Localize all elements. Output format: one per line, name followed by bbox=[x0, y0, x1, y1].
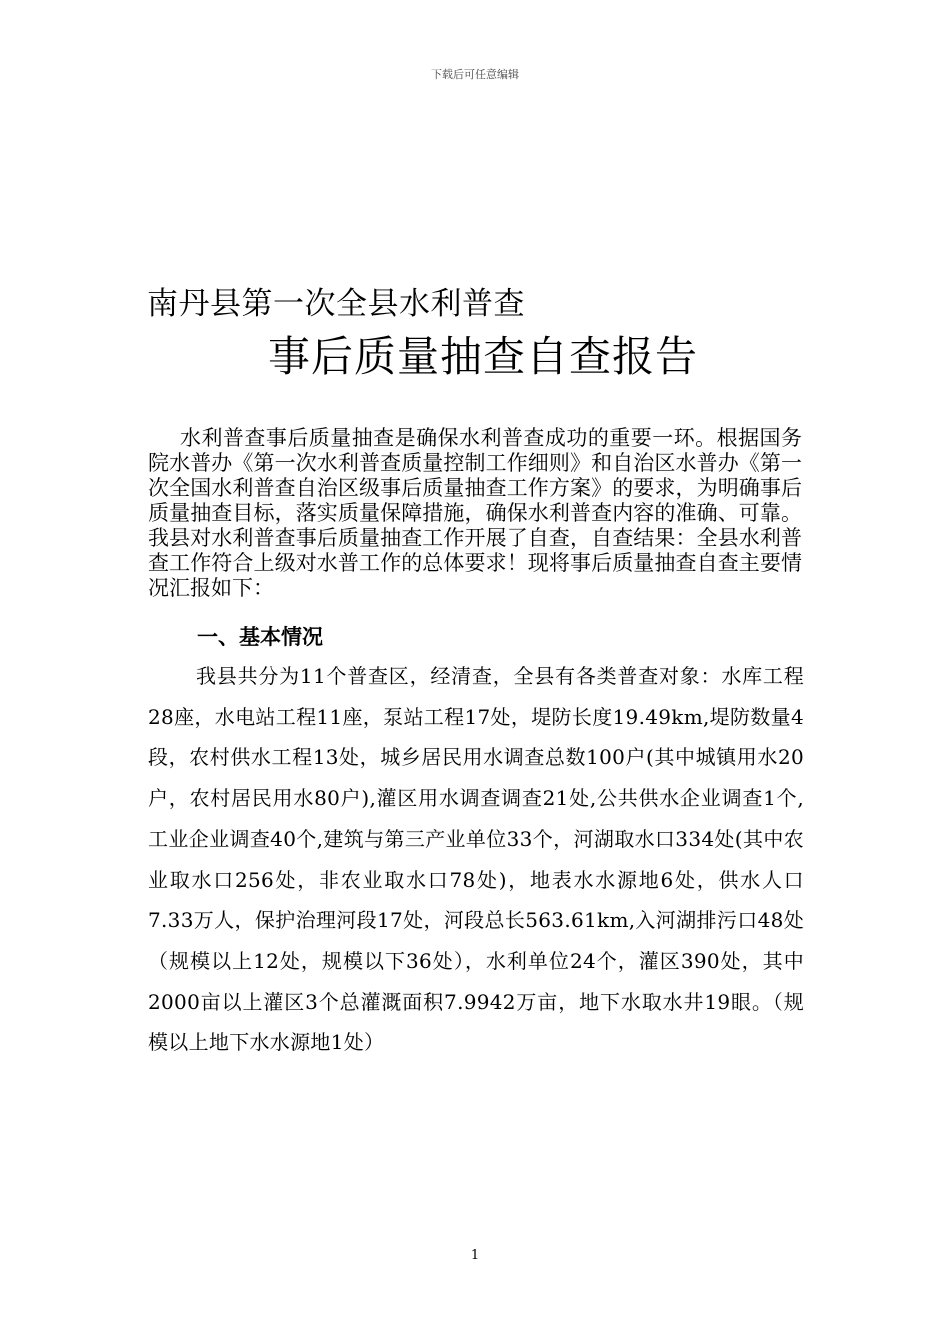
section-heading-basic-info: 一、基本情况 bbox=[197, 625, 323, 649]
intro-paragraph: 水利普查事后质量抽查是确保水利普查成功的重要一环。根据国务院水普办《第一次水利普查质量控制工作细则》和自治区水普办《第一次全国水利普查自治区级事后质量抽查工作方案》的要求，为明确事后质量抽查目标，落实质量保障措施，确保水利普查内容的准确、可靠。我县对水利普查事后质量抽查工作开展了自查，自查结果：全县水利普查工作符合上级对水普工作的总体要求！现将事后质量抽查自查主要情况汇报如下： bbox=[148, 426, 802, 600]
document-title-line2: 事后质量抽查自查报告 bbox=[268, 332, 699, 381]
document-title-line1: 南丹县第一次全县水利普查 bbox=[147, 286, 525, 322]
basic-info-paragraph: 我县共分为11个普查区，经清查，全县有各类普查对象：水库工程28座，水电站工程11座，泵站工程17处，堤防长度19.49km,堤防数量4段，农村供水工程13处，城乡居民用水调查总数100户(其中城镇用水20户，农村居民用水80户),灌区用水调查调查21处,公共供水企业调查1个,工业企业调查40个,建筑与第三产业单位33个，河湖取水口334处(其中农业取水口256处，非农业取水口78处)，地表水水源地6处，供水人口7.33万人，保护治理河段17处，河段总长563.61km,入河湖排污口48处（规模以上12处，规模以下36处），水利单位24个，灌区390处，其中2000亩以上灌区3个总灌溉面积7.9942万亩，地下水取水井19眼。（规模以上地下水水源地1处） bbox=[148, 664, 804, 1055]
page-number: 1 bbox=[470, 1248, 480, 1263]
header-note: 下载后可任意编辑 bbox=[431, 68, 519, 81]
